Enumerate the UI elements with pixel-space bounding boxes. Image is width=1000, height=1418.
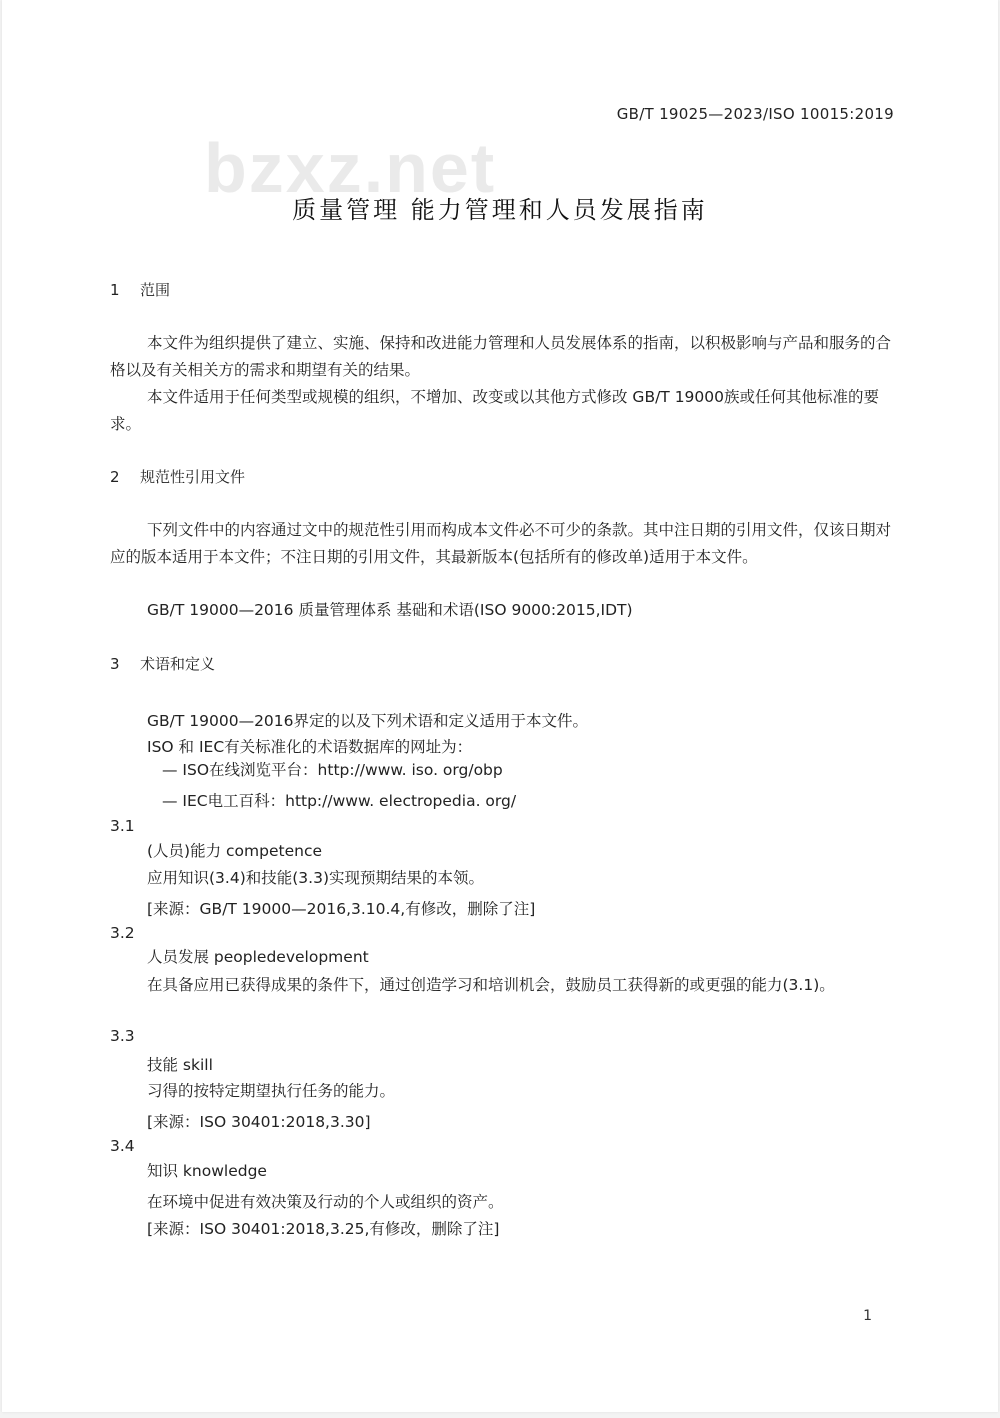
iec-electropedia-link[interactable]: — IEC电工百科：http://www. electropedia. org/ xyxy=(162,792,517,810)
watermark: bzxz.net xyxy=(204,129,497,207)
term-number: 3.4 xyxy=(110,1137,135,1155)
section-2-heading xyxy=(110,466,245,487)
section-3-heading xyxy=(110,653,215,674)
document-page xyxy=(2,0,998,1412)
term-definition: 应用知识(3.4)和技能(3.3)实现预期结果的本领。 xyxy=(147,869,484,887)
term-source: [来源：GB/T 19000—2016,3.10.4,有修改，删除了注] xyxy=(147,900,536,918)
term-name: 知识 knowledge xyxy=(147,1162,267,1180)
document-title: 质量管理 能力管理和人员发展指南 xyxy=(292,196,708,224)
section-number: 3 xyxy=(110,655,120,673)
section-number: 2 xyxy=(110,468,120,486)
term-number: 3.3 xyxy=(110,1027,135,1045)
section-number: 1 xyxy=(110,281,120,299)
section-title: 范围 xyxy=(140,281,171,299)
term-name: 人员发展 peopledevelopment xyxy=(147,948,369,966)
term-definition: 在具备应用已获得成果的条件下，通过创造学习和培训机会，鼓励员工获得新的或更强的能力(3.1)。 xyxy=(147,976,835,994)
section-1-paragraph-1: 本文件为组织提供了建立、实施、保持和改进能力管理和人员发展体系的指南，以积极影响与产品和服务的合格以及有关相关方的需求和期望有关的结果。 xyxy=(110,334,892,379)
section-title: 规范性引用文件 xyxy=(140,468,246,486)
term-source: [来源：ISO 30401:2018,3.25,有修改，删除了注] xyxy=(147,1220,500,1238)
term-definition: 习得的按特定期望执行任务的能力。 xyxy=(147,1082,396,1100)
page-number: 1 xyxy=(863,1308,872,1324)
term-source: [来源：ISO 30401:2018,3.30] xyxy=(147,1113,371,1131)
term-name: 技能 skill xyxy=(147,1056,213,1074)
term-name: (人员)能力 competence xyxy=(147,842,322,860)
term-number: 3.2 xyxy=(110,924,135,942)
section-2-paragraph-1: 下列文件中的内容通过文中的规范性引用而构成本文件必不可少的条款。其中注日期的引用文件，仅该日期对应的版本适用于本文件；不注日期的引用文件，其最新版本(包括所有的修改单)适用于本文件。 xyxy=(110,521,892,566)
terms-database-intro: ISO 和 IEC有关标准化的术语数据库的网址为： xyxy=(147,738,473,756)
section-1-heading xyxy=(110,279,170,300)
term-number: 3.1 xyxy=(110,817,135,835)
terms-intro: GB/T 19000—2016界定的以及下列术语和定义适用于本文件。 xyxy=(147,712,589,730)
iso-obp-link[interactable]: — ISO在线浏览平台：http://www. iso. org/obp xyxy=(162,761,503,779)
standard-code: GB/T 19025—2023/ISO 10015:2019 xyxy=(616,105,894,123)
section-title: 术语和定义 xyxy=(140,655,216,673)
normative-reference: GB/T 19000—2016 质量管理体系 基础和术语(ISO 9000:2015,IDT) xyxy=(147,601,633,619)
section-1-paragraph-2: 本文件适用于任何类型或规模的组织，不增加、改变或以其他方式修改 GB/T 19000族或任何其他标准的要求。 xyxy=(110,388,879,433)
term-definition: 在环境中促进有效决策及行动的个人或组织的资产。 xyxy=(147,1193,504,1211)
